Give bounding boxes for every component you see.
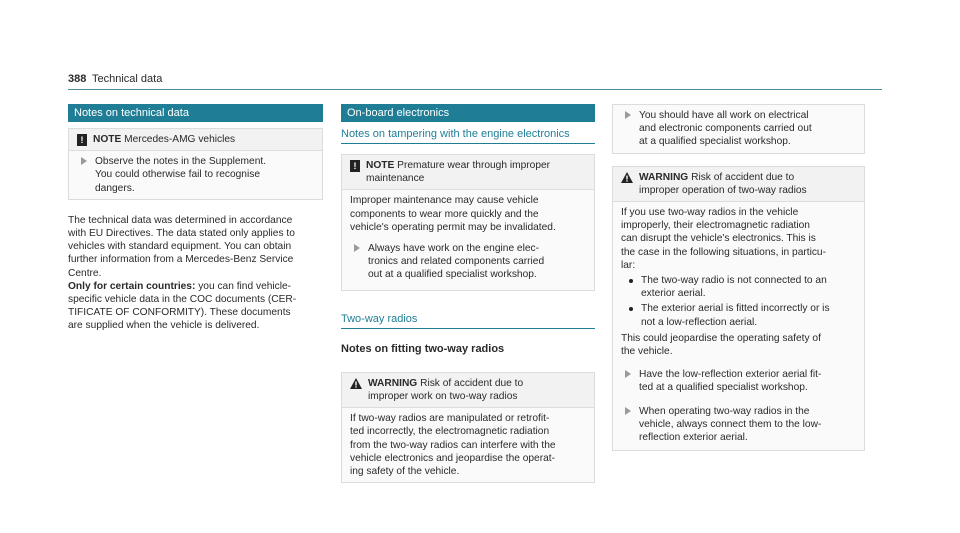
step-arrow-icon bbox=[625, 407, 631, 415]
step-text: You should have all work on electrical and electronic components carried out at a qualified specialist workshop. bbox=[639, 110, 812, 148]
step-arrow-icon bbox=[354, 244, 360, 252]
warning-triangle-icon bbox=[350, 378, 362, 389]
list-item: The exterior aerial is fitted incorrectly or is not a low-reflection aerial. bbox=[621, 300, 856, 328]
warning-box-work bbox=[341, 372, 595, 483]
step-arrow-icon bbox=[81, 157, 87, 165]
note-icon: ! bbox=[77, 134, 87, 146]
instruction-step bbox=[621, 395, 856, 447]
note-box-amg bbox=[68, 128, 323, 200]
paragraph-technical-data: The technical data was determined in accordance with EU Directives. The data stated only applies to vehicles with standard equipment. You can obtain further information from a Mercedes-Benz Service Centre. bbox=[68, 214, 295, 279]
step-text: Have the low-reflection exterior aerial fit- ted at a qualified specialist workshop. bbox=[639, 369, 822, 394]
step-text: Observe the notes in the Supplement. You could otherwise fail to recognise dangers. bbox=[95, 156, 267, 194]
instruction-step bbox=[350, 234, 586, 286]
column-1 bbox=[68, 104, 323, 333]
step-arrow-icon bbox=[625, 111, 631, 119]
list-item: The two-way radio is not connected to an exterior aerial. bbox=[621, 272, 856, 300]
countries-text: you can find vehicle- specific vehicle data in the COC documents (CER- TIFICATE OF CONFORMITY). These documents are supplied when the vehicle is delivered. bbox=[68, 280, 297, 332]
bullet-icon bbox=[629, 307, 633, 311]
note-keyword: NOTE bbox=[366, 160, 395, 171]
note-text: Premature wear through improper maintenance bbox=[366, 160, 551, 185]
step-text: When operating two-way radios in the vehicle, always connect them to the low- reflection exterior aerial. bbox=[639, 405, 822, 444]
continued-step-box bbox=[612, 104, 865, 154]
page-header bbox=[68, 73, 882, 95]
warning-box-operation bbox=[612, 166, 865, 452]
note-text: Mercedes-AMG vehicles bbox=[124, 134, 236, 145]
heading-fitting-radios: Notes on fitting two-way radios bbox=[341, 342, 505, 355]
warning-body: If two-way radios are manipulated or retrofit- ted incorrectly, the electromagnetic radiation from the two-way radios can interfere with the vehicle electronics and jeopardise the operat- ing safety of the vehicle. bbox=[350, 413, 556, 478]
subheading-tampering: Notes on tampering with the engine electronics bbox=[341, 122, 595, 144]
instruction-step bbox=[621, 109, 856, 149]
note-body: Improper maintenance may cause vehicle components to wear more quickly and the vehicle's operating permit may be invalidated. bbox=[350, 195, 556, 233]
column-2 bbox=[341, 104, 595, 483]
subheading-two-way-radios: Two-way radios bbox=[341, 291, 595, 329]
warning-text: Risk of accident due to improper work on two-way radios bbox=[368, 377, 524, 403]
warning-body-2: This could jeopardise the operating safety of the vehicle. bbox=[621, 332, 821, 358]
paragraph-countries bbox=[68, 280, 323, 333]
note-box-maintenance bbox=[341, 154, 595, 291]
section-bar-technical-data: Notes on technical data bbox=[68, 104, 323, 122]
warning-body: If you use two-way radios in the vehicle improperly, their electromagnetic radiation can disrupt the vehicle's electronics. This is the case in the following situations, in particu- lar: bbox=[621, 207, 826, 271]
warning-text: Risk of accident due to improper operation of two-way radios bbox=[639, 171, 807, 196]
column-3 bbox=[612, 104, 865, 451]
note-icon: ! bbox=[350, 160, 360, 172]
section-title: Technical data bbox=[92, 73, 163, 85]
warning-triangle-icon bbox=[621, 172, 633, 183]
page-number: 388 bbox=[68, 73, 87, 85]
section-bar-onboard-electronics: On-board electronics bbox=[341, 104, 595, 122]
bullet-icon bbox=[629, 279, 633, 283]
step-text: Always have work on the engine elec- tronics and related components carried out at a qualified specialist workshop. bbox=[368, 243, 545, 281]
warning-keyword: WARNING bbox=[639, 171, 689, 183]
note-keyword: NOTE bbox=[93, 134, 122, 145]
header-rule bbox=[68, 89, 882, 90]
step-arrow-icon bbox=[625, 370, 631, 378]
instruction-step bbox=[77, 155, 314, 195]
instruction-step bbox=[621, 358, 856, 394]
warning-keyword: WARNING bbox=[368, 377, 418, 389]
countries-label: Only for certain countries: bbox=[68, 280, 196, 292]
